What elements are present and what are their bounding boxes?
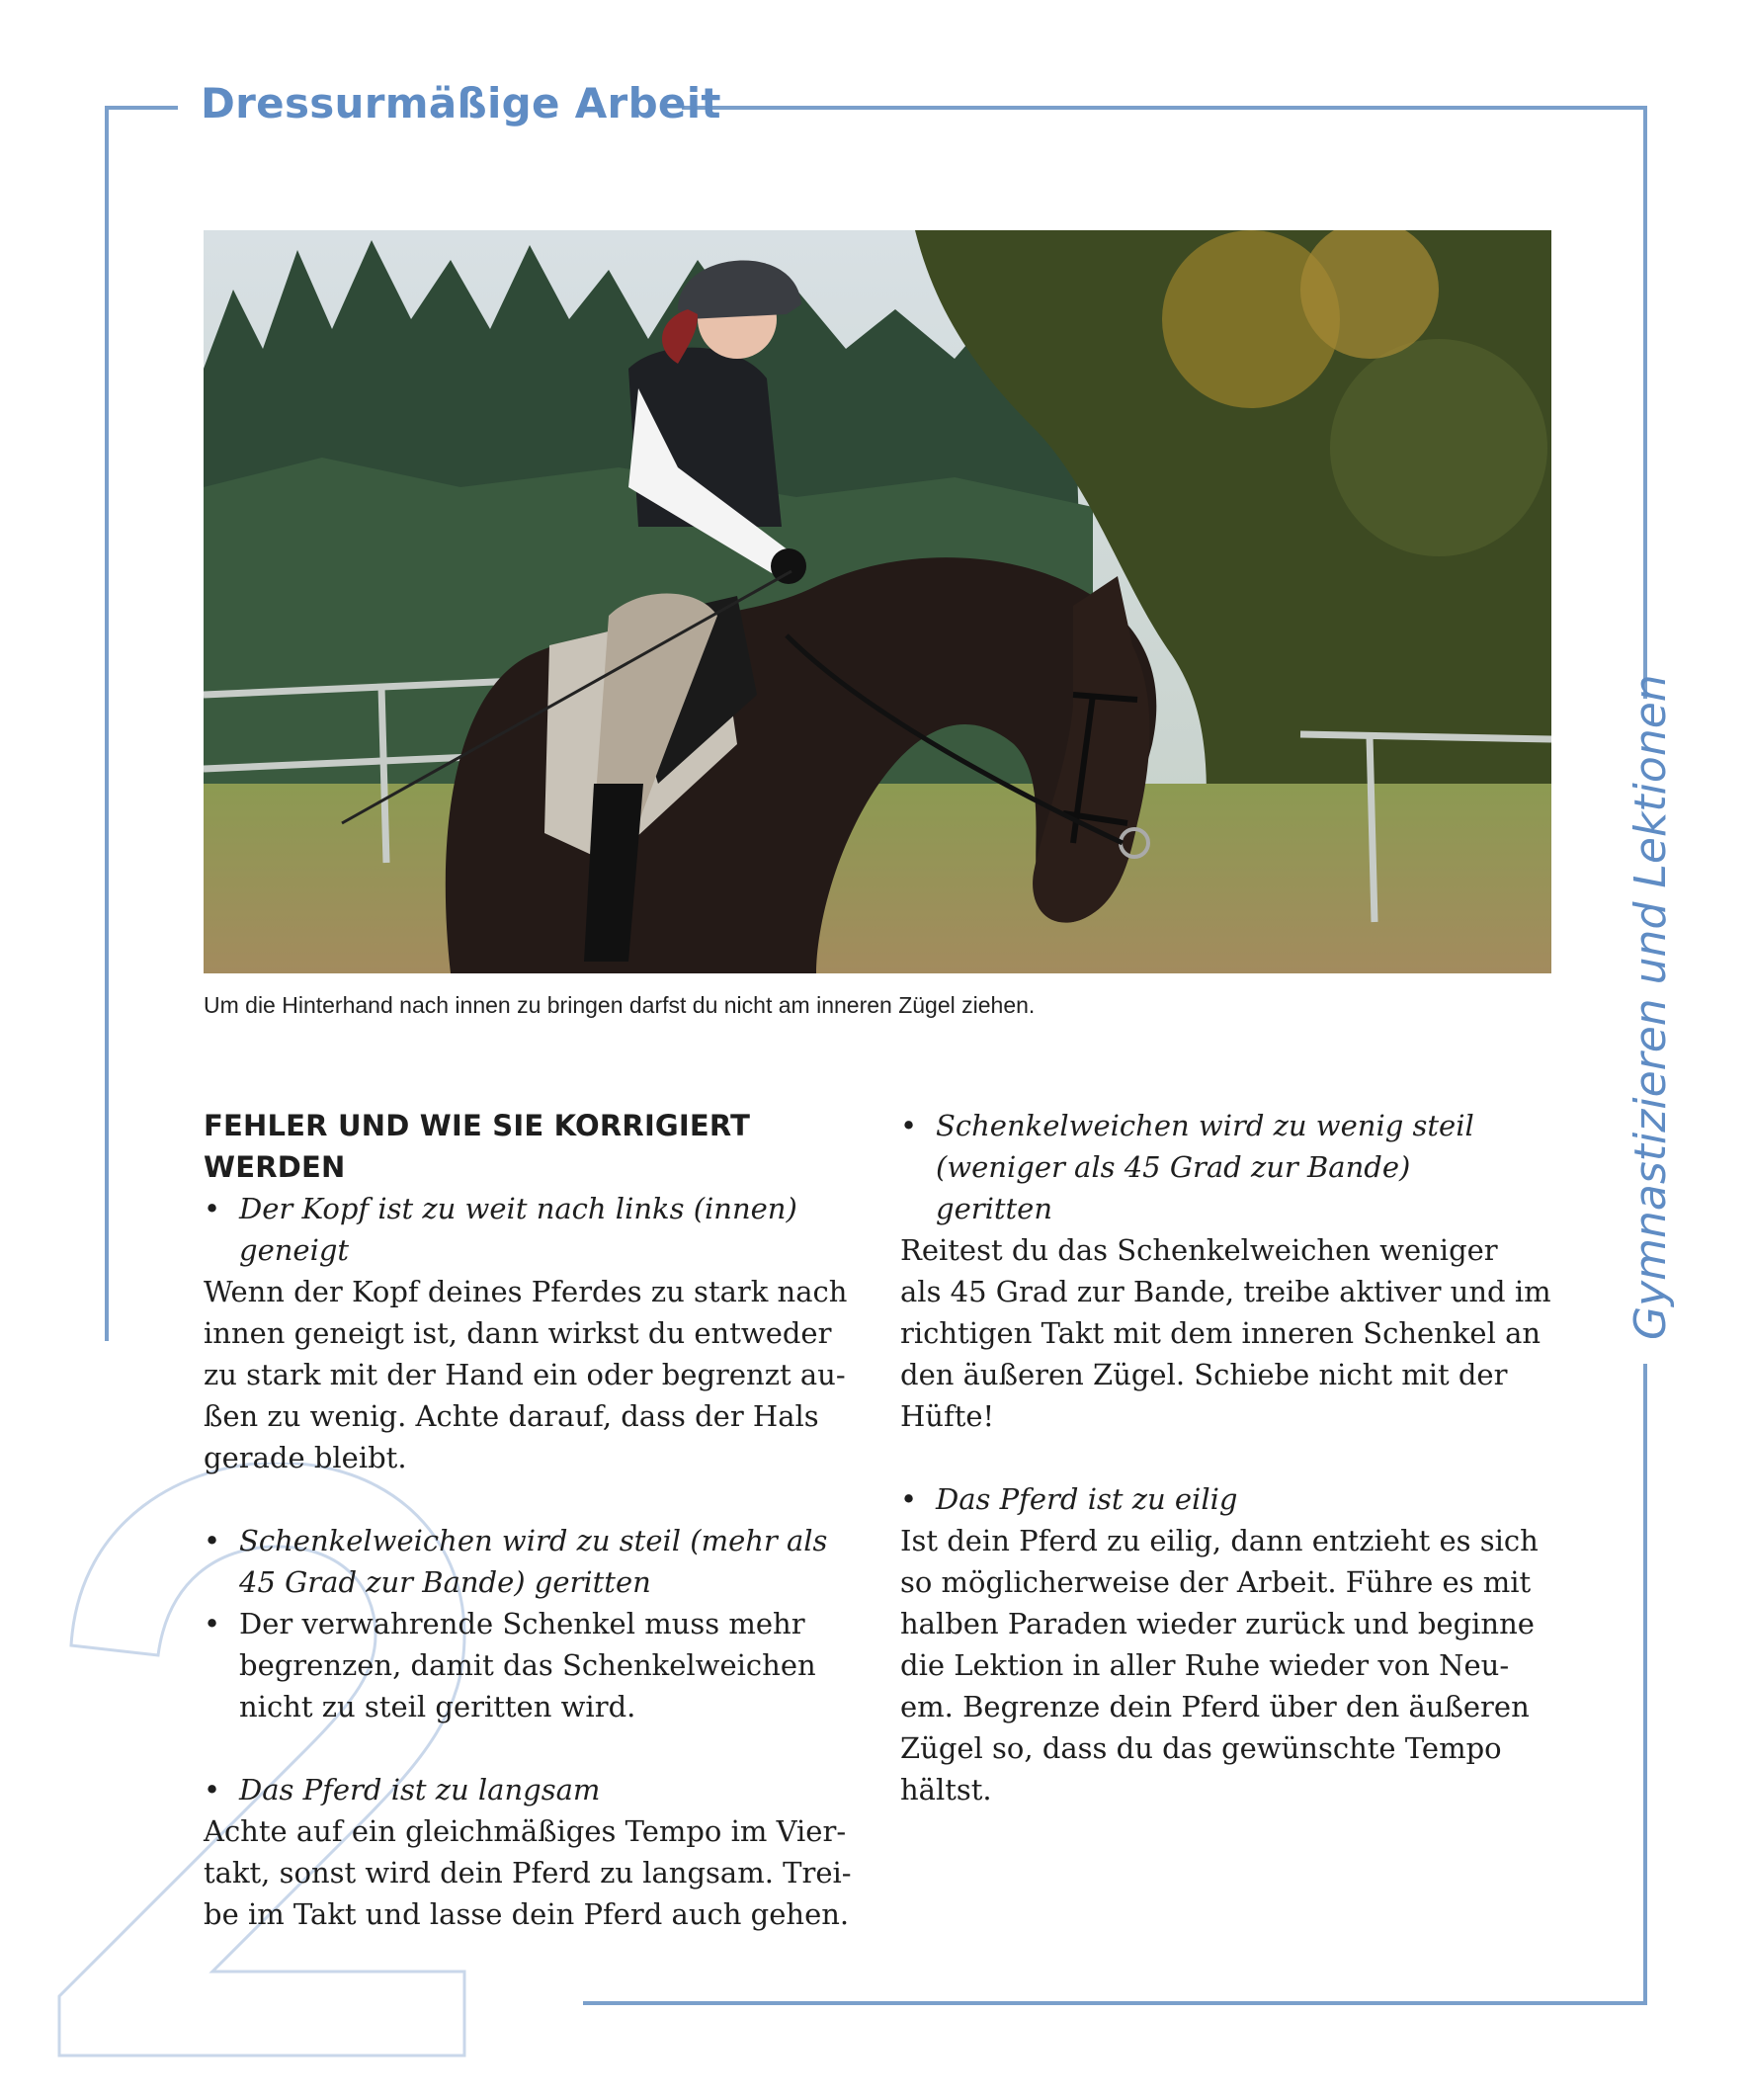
text-line: so möglicherweise der Arbeit. Führe es mit: [900, 1565, 1532, 1599]
text-line: Ist dein Pferd zu eilig, dann entzieht es sich: [900, 1524, 1539, 1557]
correction-too-slow: [204, 1810, 861, 1935]
error-too-hasty-line-1: Das Pferd ist zu eilig: [936, 1482, 1238, 1516]
text-line: richtigen Takt mit dem inneren Schenkel an: [900, 1316, 1542, 1350]
error-too-slow-line-1: Das Pferd ist zu langsam: [239, 1773, 601, 1806]
correction-too-hasty: [900, 1520, 1557, 1810]
text-line: innen geneigt ist, dann wirkst du entweder: [204, 1316, 832, 1350]
frame-left: [105, 106, 109, 1341]
spacer: [204, 1478, 861, 1520]
error-list-2: [204, 1520, 861, 1727]
error-list-4: [900, 1105, 1557, 1229]
text-line: zu stark mit der Hand ein oder begrenzt au-: [204, 1358, 846, 1391]
error-list-3: [204, 1769, 861, 1810]
errors-heading-line-2: WERDEN: [204, 1150, 346, 1184]
chapter-number: 2: [267, 2058, 274, 2068]
correction-too-steep-line-3: nicht zu steil geritten wird.: [239, 1690, 636, 1723]
rider-horse-photo: [204, 230, 1551, 973]
error-not-steep-enough: [900, 1105, 1557, 1229]
correction-head-tilt: [204, 1271, 861, 1478]
correction-not-steep-enough: [900, 1229, 1557, 1437]
side-chapter-title: Gymnastizieren und Lektionen: [1625, 674, 1676, 1340]
text-line: gerade bleibt.: [204, 1441, 407, 1474]
text-line: Zügel so, dass du das gewünschte Tempo: [900, 1731, 1502, 1765]
text-line: takt, sonst wird dein Pferd zu langsam. Trei-: [204, 1856, 852, 1890]
error-not-steep-enough-line-3: geritten: [936, 1192, 1053, 1225]
photo-caption: Um die Hinterhand nach innen zu bringen darfst du nicht am inneren Zügel ziehen.: [204, 992, 1036, 1018]
spacer: [204, 1727, 861, 1769]
text-line: als 45 Grad zur Bande, treibe aktiver und im: [900, 1275, 1551, 1308]
frame-top-right: [682, 106, 1647, 110]
text-line: hältst.: [900, 1773, 992, 1806]
text-line: Reitest du das Schenkelweichen weniger: [900, 1233, 1498, 1267]
error-list-1: [204, 1188, 861, 1271]
correction-too-steep: [204, 1603, 861, 1727]
error-head-too-far-left-line-1: Der Kopf ist zu weit nach links (innen): [239, 1192, 797, 1225]
text-line: die Lektion in aller Ruhe wieder von Neu-: [900, 1648, 1510, 1682]
error-head-too-far-left: [204, 1188, 861, 1271]
section-title: Dressurmäßige Arbeit: [201, 79, 721, 127]
error-too-steep-line-1: Schenkelweichen wird zu steil (mehr als: [239, 1524, 828, 1557]
text-line: ßen zu wenig. Achte darauf, dass der Hals: [204, 1399, 819, 1433]
text-line: Wenn der Kopf deines Pferdes zu stark nach: [204, 1275, 848, 1308]
ground: [204, 784, 1551, 973]
spacer: [900, 1437, 1557, 1478]
error-too-steep-line-2: 45 Grad zur Bande) geritten: [239, 1565, 651, 1599]
text-line: halben Paraden wieder zurück und beginne: [900, 1607, 1535, 1640]
text-line: den äußeren Zügel. Schiebe nicht mit der: [900, 1358, 1508, 1391]
correction-too-steep-line-1: Der verwahrende Schenkel muss mehr: [239, 1607, 805, 1640]
frame-right-upper: [1643, 106, 1647, 699]
text-line: Achte auf ein gleichmäßiges Tempo im Vier-: [204, 1814, 847, 1848]
text-line: Hüfte!: [900, 1399, 995, 1433]
text-line: em. Begrenze dein Pferd über den äußeren: [900, 1690, 1530, 1723]
frame-bottom: [583, 2001, 1647, 2005]
left-column: [204, 1105, 861, 1935]
autumn-leaves-2: [1330, 339, 1547, 556]
error-too-slow: [204, 1769, 861, 1810]
text-line: be im Takt und lasse dein Pferd auch gehen.: [204, 1897, 850, 1931]
error-head-too-far-left-line-2: geneigt: [239, 1233, 350, 1267]
error-too-steep: [204, 1520, 861, 1603]
error-too-hasty: [900, 1478, 1557, 1520]
correction-too-steep-line-2: begrenzen, damit das Schenkelweichen: [239, 1648, 816, 1682]
errors-heading-line-1: FEHLER UND WIE SIE KORRIGIERT: [204, 1109, 751, 1142]
error-not-steep-enough-line-1: Schenkelweichen wird zu wenig steil: [936, 1109, 1474, 1142]
error-not-steep-enough-line-2: (weniger als 45 Grad zur Bande): [936, 1150, 1411, 1184]
errors-heading: [204, 1105, 861, 1188]
frame-right-lower: [1643, 1364, 1647, 2004]
error-list-5: [900, 1478, 1557, 1520]
right-column: [900, 1105, 1557, 1810]
frame-top-left: [105, 106, 178, 110]
